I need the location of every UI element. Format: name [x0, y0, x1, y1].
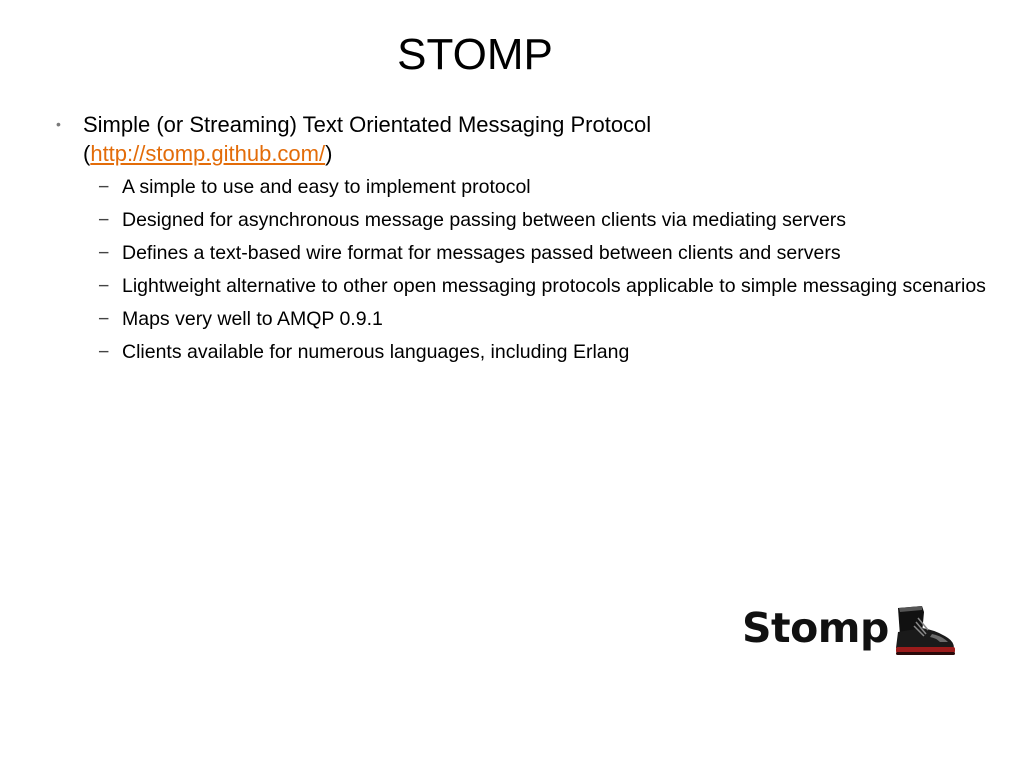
- sub-bullet-text: Lightweight alternative to other open messaging protocols applicable to simple messaging scenarios: [122, 275, 986, 297]
- link-close-paren: ): [325, 141, 333, 166]
- bullet-dot-icon: •: [56, 116, 61, 132]
- dash-icon: −: [98, 176, 110, 198]
- boot-icon: [896, 606, 955, 655]
- logo-text: Stomp: [742, 604, 889, 652]
- sub-bullet-text: Clients available for numerous languages, including Erlang: [122, 341, 630, 363]
- sub-bullet-item: [56, 174, 996, 200]
- sub-bullet-item: [56, 240, 996, 266]
- dash-icon: −: [98, 242, 110, 264]
- slide-title: STOMP: [397, 30, 553, 79]
- sub-bullet-text: Designed for asynchronous message passing between clients via mediating servers: [122, 209, 847, 231]
- dash-icon: −: [98, 308, 110, 330]
- stomp-logo: [742, 598, 956, 658]
- dash-icon: −: [98, 209, 110, 231]
- sub-bullet-item: [56, 339, 996, 365]
- main-bullet-text: Simple (or Streaming) Text Orientated Messaging Protocol: [83, 112, 652, 137]
- slide-content: [56, 110, 996, 372]
- link-open-paren: (: [83, 141, 91, 166]
- sub-bullet-text: Defines a text-based wire format for messages passed between clients and servers: [122, 242, 841, 264]
- sub-bullet-list: [56, 174, 996, 365]
- stomp-url-link[interactable]: http://stomp.github.com/: [90, 141, 326, 166]
- sub-bullet-item: [56, 273, 996, 299]
- sub-bullet-text: Maps very well to AMQP 0.9.1: [122, 308, 383, 330]
- sub-bullet-item: [56, 306, 996, 332]
- sub-bullet-text: A simple to use and easy to implement protocol: [122, 176, 531, 198]
- dash-icon: −: [98, 341, 110, 363]
- sub-bullet-item: [56, 207, 996, 233]
- dash-icon: −: [98, 275, 110, 297]
- main-bullet: [56, 110, 996, 168]
